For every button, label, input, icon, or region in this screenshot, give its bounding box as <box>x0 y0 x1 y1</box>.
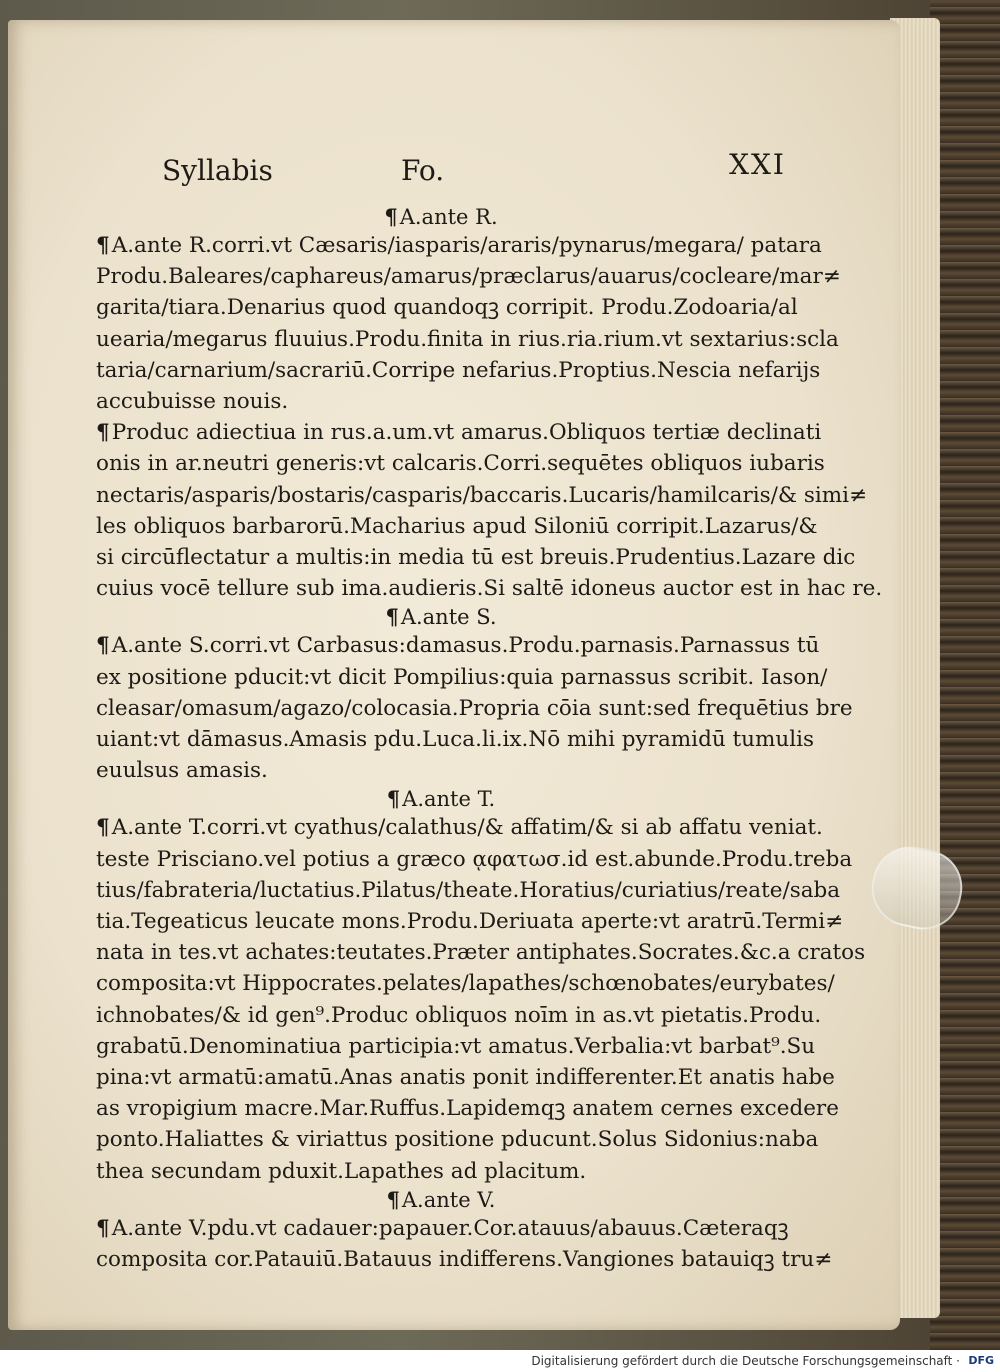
text-block <box>96 148 883 1275</box>
line-text: uearia/megarus fluuius.Produ.finita in rius.ria.rium.vt sextarius:scla <box>96 326 839 352</box>
pilcrow-mark: ¶ <box>96 815 110 841</box>
line-text: nectaris/asparis/bostaris/casparis/baccaris.Lucaris/hamilcaris/& simi≠ <box>96 482 868 508</box>
line-text: as vropigium macre.Mar.Ruffus.Lapidemqꝫ anatem cernes excedere <box>96 1096 839 1122</box>
text-line <box>96 630 820 661</box>
line-text: uiant:vt dāmasus.Amasis pdu.Luca.li.ix.Nō mihi pyramidū tumulis <box>96 727 815 753</box>
section-heading <box>96 1187 786 1213</box>
text-line <box>96 355 821 386</box>
text-line <box>96 1093 839 1124</box>
text-line <box>96 724 815 755</box>
line-text: accubuisse nouis. <box>96 389 289 415</box>
line-text: Produ.Baleares/caphareus/amarus/præclarus/auarus/cocleare/mar≠ <box>96 264 841 290</box>
line-text: thea secundam pduxit.Lapathes ad placitum. <box>96 1158 587 1184</box>
line-text: teste Prisciano.vel potius a græco ᾳφατωσ.id est.abunde.Produ.treba <box>96 846 853 872</box>
text-line <box>96 542 856 573</box>
line-text: grabatū.Denominatiua participia:vt amatus.Verbalia:vt barbat⁹.Su <box>96 1033 816 1059</box>
section-heading <box>96 204 786 230</box>
line-text: les obliquos barbarorū.Macharius apud Siloniū corripit.Lazarus/& <box>96 513 818 539</box>
line-text: cuius vocē tellure sub ima.audieris.Si saltē idoneus auctor est in hac re. <box>96 576 883 602</box>
section-heading-text: A.ante V. <box>401 1187 496 1212</box>
running-header <box>96 148 786 204</box>
folio-number: XXI <box>729 148 786 181</box>
text-line <box>96 1156 786 1187</box>
line-text: tia.Tegeaticus leucate mons.Produ.Deriuata aperte:vt aratrū.Termi≠ <box>96 909 844 935</box>
pilcrow-mark: ¶ <box>96 633 110 659</box>
line-text: ponto.Haliattes & viriattus positione pducunt.Solus Sidonius:naba <box>96 1127 819 1153</box>
paragraph <box>96 230 841 417</box>
line-text: Produc adiectiua in rus.a.um.vt amarus.Obliquos tertiæ declinati <box>111 420 822 446</box>
line-text: A.ante V.pdu.vt cadauer:papauer.Cor.atauus/abauus.Cæteraqꝫ <box>111 1215 789 1241</box>
line-text: cleasar/omasum/agazo/colocasia.Propria cōia sunt:sed frequētius bre <box>96 695 853 721</box>
line-text: A.ante T.corri.vt cyathus/calathus/& affatim/& si ab affatu veniat. <box>111 815 823 841</box>
text-line <box>96 844 853 875</box>
header-left: Syllabis <box>162 154 273 187</box>
text-line <box>96 573 883 604</box>
pilcrow-mark: ¶ <box>384 204 398 229</box>
line-text: composita cor.Patauiū.Batauus indifferens.Vangiones batauiqꝫ tru≠ <box>96 1247 833 1273</box>
text-line <box>96 386 786 417</box>
text-line <box>96 261 841 292</box>
text-line <box>96 480 868 511</box>
dfg-logo: DFG <box>968 1354 994 1367</box>
line-text: taria/carnarium/sacrariū.Corripe nefarius.Proptius.Nescia nefarijs <box>96 357 821 383</box>
text-line <box>96 292 798 323</box>
text-line <box>96 875 841 906</box>
section-heading <box>96 786 786 812</box>
line-text: euulsus amasis. <box>96 758 268 784</box>
text-line <box>96 511 818 542</box>
line-text: onis in ar.neutri generis:vt calcaris.Corri.sequētes obliquos iubaris <box>96 451 825 477</box>
section-heading-text: A.ante R. <box>399 205 498 229</box>
pilcrow-mark: ¶ <box>96 420 110 446</box>
pilcrow-mark: ¶ <box>386 786 401 812</box>
paragraph <box>96 630 853 786</box>
paragraph <box>96 417 883 604</box>
text-line <box>96 230 822 261</box>
header-folio-label: Fo. <box>401 154 445 187</box>
text-line <box>96 1031 816 1062</box>
footer-bar <box>0 1350 1000 1372</box>
text-line <box>96 448 825 479</box>
text-line <box>96 1244 833 1275</box>
text-line <box>96 755 786 786</box>
line-text: A.ante S.corri.vt Carbasus:damasus.Produ.parnasis.Parnassus tū <box>111 633 820 659</box>
line-text: nata in tes.vt achates:teutates.Præter antiphates.Socrates.&c.a cratos <box>96 940 866 966</box>
text-line <box>96 906 844 937</box>
line-text: composita:vt Hippocrates.pelates/lapathes/schœnobates/eurybates/ <box>96 971 835 997</box>
line-text: si circūflectatur a multis:in media tū est breuis.Prudentius.Lazare dic <box>96 545 856 571</box>
line-text: A.ante R.corri.vt Cæsaris/iasparis/araris/pynarus/megara/ patara <box>111 233 822 258</box>
text-line <box>96 324 839 355</box>
text-line <box>96 417 822 448</box>
section-heading <box>96 604 786 630</box>
pilcrow-mark: ¶ <box>96 233 110 258</box>
paragraph <box>96 812 866 1186</box>
line-text: garita/tiara.Denarius quod quandoqꝫ corripit. Produ.Zodoaria/al <box>96 295 798 321</box>
footer-credit: Digitalisierung gefördert durch die Deutsche Forschungsgemeinschaft · <box>531 1354 960 1368</box>
paragraph <box>96 1213 833 1275</box>
section-heading-text: A.ante S. <box>400 605 497 630</box>
text-line <box>96 1213 789 1244</box>
line-text: ichnobates/& id gen⁹.Produc obliquos noīm in as.vt pietatis.Produ. <box>96 1002 822 1028</box>
text-line <box>96 1124 819 1155</box>
text-line <box>96 937 866 968</box>
pilcrow-mark: ¶ <box>385 604 399 630</box>
line-text: tius/fabrateria/luctatius.Pilatus/theate.Horatius/curiatius/reate/saba <box>96 877 841 903</box>
line-text: pina:vt armatū:amatū.Anas anatis ponit indifferenter.Et anatis habe <box>96 1065 835 1091</box>
section-heading-text: A.ante T. <box>402 787 496 812</box>
text-line <box>96 1062 835 1093</box>
binding-edge <box>930 0 1000 1350</box>
text-line <box>96 662 828 693</box>
text-line <box>96 968 835 999</box>
text-line <box>96 693 853 724</box>
line-text: ex positione pducit:vt dicit Pompilius:quia parnassus scribit. Iason/ <box>96 664 828 690</box>
pilcrow-mark: ¶ <box>96 1215 110 1241</box>
text-line <box>96 1000 822 1031</box>
book-page <box>8 20 900 1330</box>
body-text <box>96 204 883 1275</box>
pilcrow-mark: ¶ <box>386 1186 400 1212</box>
text-line <box>96 812 823 843</box>
